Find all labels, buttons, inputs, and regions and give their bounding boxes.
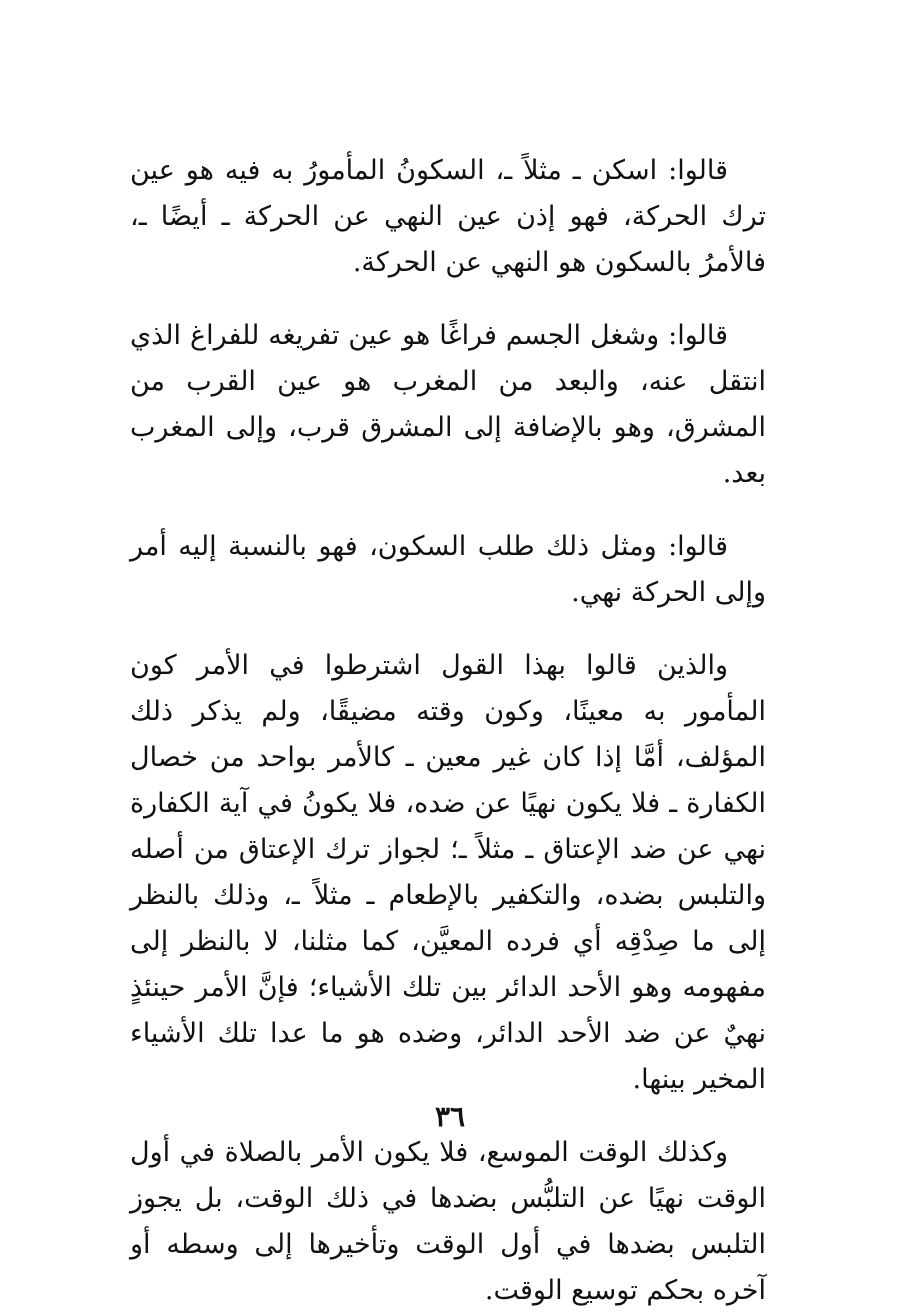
paragraph-2: قالوا: وشغل الجسم فراغًا هو عين تفريغه للفراغ الذي انتقل عنه، والبعد من المغرب هو عين القرب من المشرق، وهو بالإضافة إلى المشرق قرب، وإلى المغرب بعد. <box>130 320 766 489</box>
paragraph-1: قالوا: اسكن ـ مثلاً ـ، السكونُ المأمورُ به فيه هو عين ترك الحركة، فهو إذن عين النهي عن الحركة ـ أيضًا ـ، فالأمرُ بالسكون هو النهي عن الحركة. <box>130 155 766 278</box>
body-text <box>130 148 766 1314</box>
paragraph-3: قالوا: ومثل ذلك طلب السكون، فهو بالنسبة إليه أمر وإلى الحركة نهي. <box>130 531 766 608</box>
paragraph-4: والذين قالوا بهذا القول اشترطوا في الأمر كون المأمور به معينًا، وكون وقته مضيقًا، ولم يذكر ذلك المؤلف، أمَّا إذا كان غير معين ـ كالأمر بواحد من خصال الكفارة ـ فلا يكون نهيًا عن ضده، فلا يكونُ في آية الكفارة نهي عن ضد الإعتاق ـ مثلاً ـ؛ لجواز ترك الإعتاق من أصله والتلبس بضده، والتكفير بالإطعام ـ مثلاً ـ، وذلك بالنظر إلى ما صِدْقِه أي فرده المعيَّن، كما مثلنا، لا بالنظر إلى مفهومه وهو الأحد الدائر بين تلك الأشياء؛ فإنَّ الأمر حينئذٍ نهيٌ عن ضد الأحد الدائر، وضده هو ما عدا تلك الأشياء المخير بينها. <box>130 650 766 1095</box>
page-number: ٣٦ <box>434 1100 466 1133</box>
paragraph-5: وكذلك الوقت الموسع، فلا يكون الأمر بالصلاة في أول الوقت نهيًا عن التلبُّس بضدها في ذلك الوقت، بل يجوز التلبس بضدها في أول الوقت وتأخيرها إلى وسطه أو آخره بحكم توسيع الوقت. <box>130 1137 766 1306</box>
